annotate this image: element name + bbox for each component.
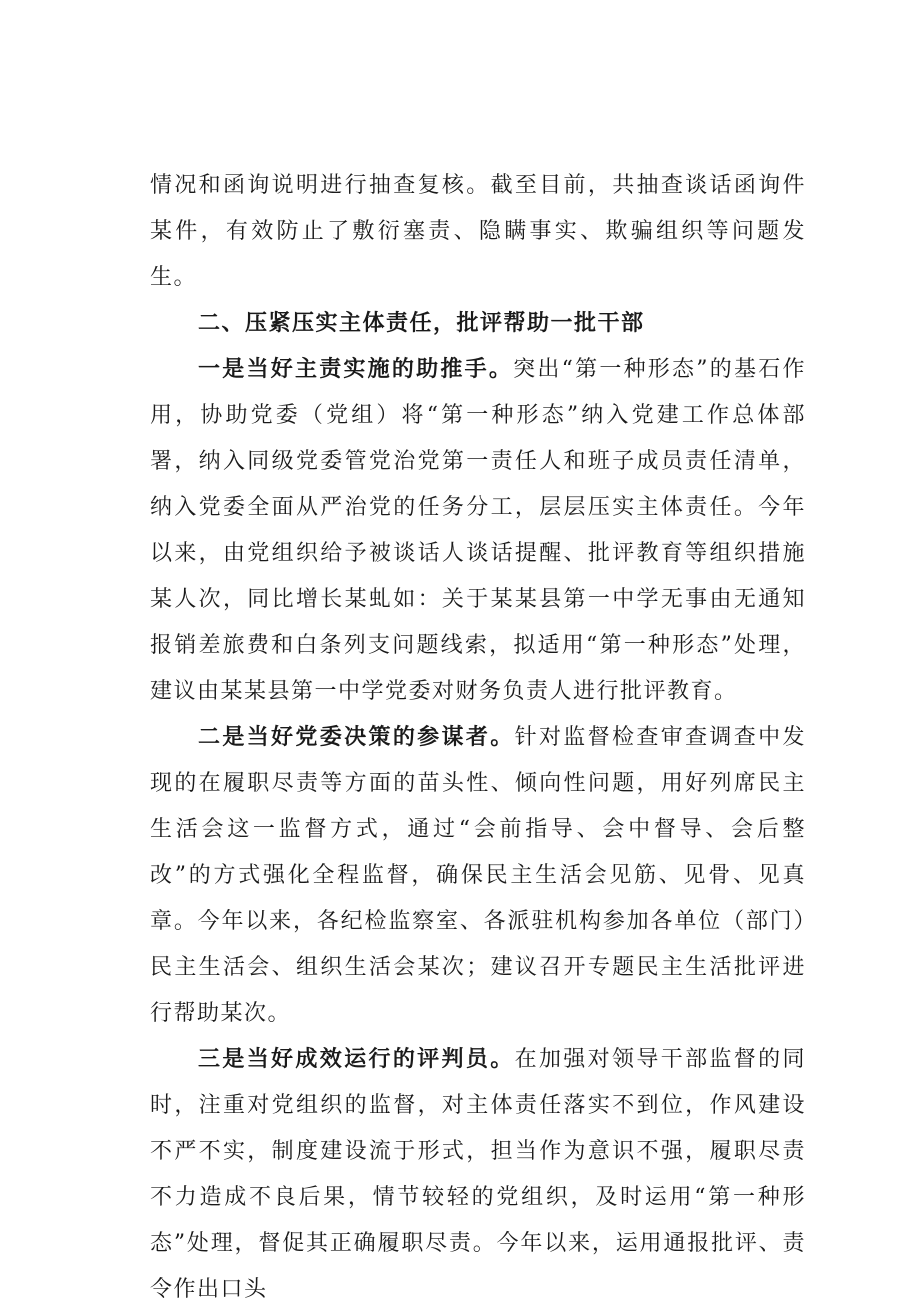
- paragraph-3-lead: 三是当好成效运行的评判员。: [198, 1047, 515, 1072]
- paragraph-3: [150, 1037, 806, 1313]
- paragraph-continuation: 情况和函询说明进行抽查复核。截至目前，共抽查谈话函询件某件，有效防止了敷衍塞责、隐瞒事实、欺骗组织等问题发生。: [150, 173, 806, 290]
- section-heading: 二、压紧压实主体责任，批评帮助一批干部: [198, 311, 645, 336]
- paragraph-3-body: 在加强对领导干部监督的同时，注重对党组织的监督，对主体责任落实不到位，作风建设不严不实，制度建设流于形式，担当作为意识不强，履职尽责不力造成不良后果，情节较轻的党组织，及时运用“第一种形态”处理，督促其正确履职尽责。今年以来，运用通报批评、责令作出口头: [150, 1047, 806, 1302]
- paragraph-1-lead: 一是当好主责实施的助推手。: [198, 357, 514, 382]
- paragraph-1: [150, 347, 806, 715]
- paragraph-2-lead: 二是当好党委决策的参谋者。: [198, 725, 515, 750]
- paragraph-2: [150, 715, 806, 1037]
- document-body: [150, 163, 806, 1313]
- paragraph-1-body: 突出“第一种形态”的基石作用，协助党委（党组）将“第一种形态”纳入党建工作总体部署，纳入同级党委管党治党第一责任人和班子成员责任清单，纳入党委全面从严治党的任务分工，层层压实主体责任。今年以来，由党组织给予被谈话人谈话提醒、批评教育等组织措施某人次，同比增长某虬如：关于某某县第一中学无事由无通知报销差旅费和白条列支问题线索，拟适用“第一种形态”处理，建议由某某县第一中学党委对财务负责人进行批评教育。: [150, 357, 806, 704]
- paragraph-2-body: 针对监督检查审查调查中发现的在履职尽责等方面的苗头性、倾向性问题，用好列席民主生活会这一监督方式，通过“会前指导、会中督导、会后整改”的方式强化全程监督，确保民主生活会见筋、见骨、见真章。今年以来，各纪检监察室、各派驻机构参加各单位（部门）民主生活会、组织生活会某次；建议召开专题民主生活批评进行帮助某次。: [150, 725, 806, 1026]
